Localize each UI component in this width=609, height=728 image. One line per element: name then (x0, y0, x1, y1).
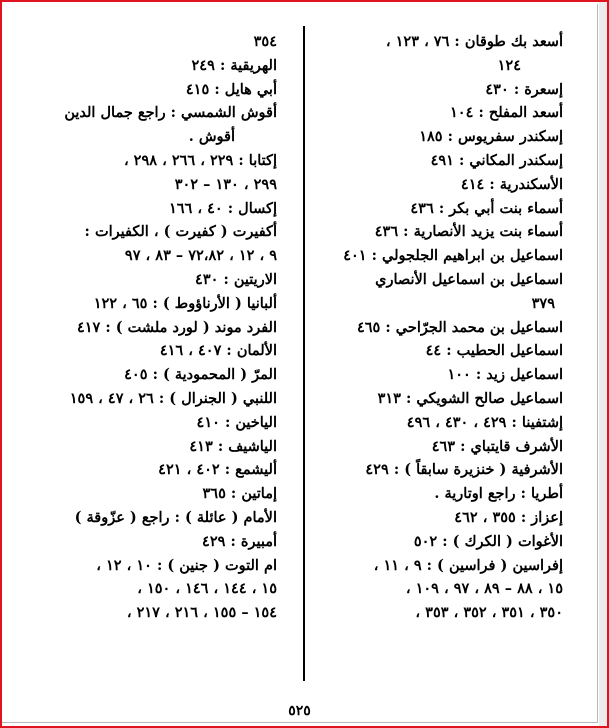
index-line: إكتابا : ٢٢٩ ، ٢٦٦ ، ٢٩٨ ، (123, 151, 277, 169)
index-line: ٢٩٩ ، ١٣٠ – ٣٠٢ (174, 175, 277, 193)
index-line: اسماعيل بن محمد الجرّاحي : ٤٦٥ (356, 318, 563, 336)
index-line: اللنبي ( الجنرال ) : ٢٦ ، ٤٧ ، ١٥٩ (69, 389, 277, 407)
index-line: اسماعيل بن ابراهيم الجلجولي : ٤٠١ (343, 247, 563, 265)
index-line: إسكندر سفريوس : ١٨٥ (419, 128, 563, 146)
index-line: إسكندر المكاني : ٤٩١ (430, 151, 563, 169)
index-line: أقوش الشمسي : راجع جمال الدين (64, 104, 277, 122)
index-line: أقوش . (188, 128, 235, 146)
index-line: الاريتين : ٤٣٠ (195, 270, 277, 288)
index-line: الفرد موند ( لورد ملشت ) : ٤١٧ (76, 318, 277, 336)
index-line: إكسال : ٤٠ ، ١٦٦ (168, 199, 277, 217)
index-line: الياخين : ٤١٠ (196, 413, 277, 431)
index-line: الأشرفية ( خنزيرة سابقاً ) : ٤٢٩ (365, 461, 563, 479)
index-line: الأسكندرية : ٤١٤ (460, 175, 563, 193)
index-line: اسماعيل زيد : ١٠٠ (447, 366, 563, 384)
index-line: ١٥٤ – ١٥٥ ، ٢١٦ ، ٢١٧ ، (126, 604, 277, 622)
column-divider (303, 26, 305, 681)
index-line: ١٢٤ (497, 56, 521, 74)
index-line: ام التوت ( جنين ) : ١٠ ، ١٢ ، (96, 556, 277, 574)
index-line: الأمام ( عائلة ) : راجع ( عزّوقة ) (74, 508, 277, 526)
index-line: أسعد المفلح : ١٠٤ (450, 104, 563, 122)
index-line: اسماعيل بن اسماعيل الأنصاري (375, 270, 563, 288)
right-column (313, 30, 563, 625)
index-line: ٣٥٠ ، ٣٥١ ، ٣٥٢ ، ٣٥٣ ، (415, 604, 563, 622)
index-line: الأشرف قايتباي : ٤٦٣ (431, 437, 563, 455)
index-line: اسماعيل صالح الشويكي : ٣١٣ (377, 389, 563, 407)
index-line: الياشيف : ٤١٣ (189, 437, 277, 455)
index-line: إشتفينا : ٤٢٩ ، ٤٣٠ ، ٤٩٦ (406, 413, 563, 431)
index-line: إسعرة : ٤٣٠ (485, 80, 563, 98)
index-line: أمبيرة : ٤٢٩ (202, 532, 277, 550)
index-line: ١٥ ، ٨٨ – ٨٩ ، ٩٧ ، ١٠٩ ، (405, 580, 563, 598)
index-line: أطريا : راجع اوتارية . (434, 485, 563, 503)
left-column (31, 30, 277, 625)
index-line: ١٥ ، ١٤٤ ، ١٤٦ ، ١٥٠ ، (137, 580, 277, 598)
index-line: ٩ ، ١٢ ، ٧٢،٨٢ – ٨٣ ، ٩٧ (124, 247, 277, 265)
page-content (2, 4, 598, 723)
index-line: ألبانيا ( الأرناؤوط ) : ٦٥ ، ١٢٢ (93, 294, 277, 312)
index-line: الأغوات ( الكرك ) : ٥٠٢ (413, 532, 563, 550)
index-line: أسماء بنت أبي بكر : ٤٣٦ (410, 199, 563, 217)
index-line: أبي هايل : ٤١٥ (185, 80, 277, 98)
index-line: أليشمع : ٤٠٢ ، ٤٢١ (158, 461, 277, 479)
index-line: إعزاز : ٣٥٥ ، ٤٦٢ (454, 508, 563, 526)
index-line: أسماء بنت يزيد الأنصارية : ٤٣٦ (374, 223, 563, 241)
index-line: المرّ ( المحمودية ) : ٤٠٥ (124, 366, 277, 384)
index-line: الهريقية : ٢٤٩ (191, 56, 277, 74)
scrollbar[interactable] (599, 2, 607, 726)
index-line: الألمان : ٤٠٧ ، ٤١٦ (159, 342, 277, 360)
index-line: أسعد بك طوقان : ٧٦ ، ١٢٣ ، (385, 33, 563, 50)
index-line: ٣٧٩ (531, 294, 555, 312)
index-line: إفراسين ( فراسين ) : ٩ ، ١١ ، (373, 556, 563, 574)
page-number: ٥٢٥ (288, 703, 311, 719)
index-line: إماتين : ٣٦٥ (202, 485, 277, 503)
index-line: ٣٥٤ (253, 33, 277, 50)
index-line: اسماعيل الحطيب : ٤٤ (425, 342, 563, 360)
index-line: أكفيرت ( كفيرت ) ، الكفيرات : (84, 223, 277, 241)
